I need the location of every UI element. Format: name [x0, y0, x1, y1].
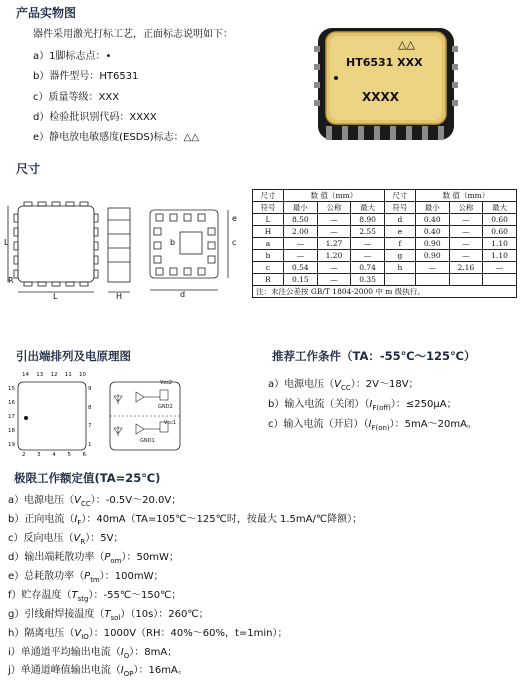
cell: — — [351, 238, 385, 250]
pin-number: 6 — [82, 452, 86, 458]
item-subscript: O — [123, 652, 130, 660]
cell: L — [253, 214, 284, 226]
item-value: ）：≤250μA； — [390, 399, 457, 410]
limit-item — [8, 570, 163, 587]
cell: 2.55 — [351, 226, 385, 238]
recommended-item — [268, 398, 457, 415]
th-max: 最大 — [351, 202, 385, 214]
cell: 0.90 — [415, 250, 449, 262]
dim-label-c: c — [232, 238, 237, 247]
cell: 0.15 — [284, 274, 318, 286]
cell: H — [253, 226, 284, 238]
cell: 0.60 — [483, 226, 517, 238]
table-row — [253, 214, 517, 226]
item-value: ）：2V～18V； — [350, 379, 419, 390]
section-title-dimensions: 尺寸 — [16, 162, 41, 176]
cell: g — [384, 250, 415, 262]
marking-item: e）静电放电敏感度(ESDS)标志：△△ — [33, 132, 200, 143]
chip-model-mark: HT6531 XXX — [346, 56, 423, 69]
schem-label-gnd1: GND1 — [140, 438, 155, 444]
cell: 1.10 — [483, 250, 517, 262]
cell: 2.00 — [284, 226, 318, 238]
item-subscript: CC — [340, 384, 351, 392]
th-size: 尺寸 — [384, 190, 415, 202]
item-prefix: f）贮存温度（ — [8, 590, 72, 601]
marking-item: b）器件型号：HT6531 — [33, 71, 139, 82]
schematic-drawing — [104, 372, 188, 460]
cell — [415, 274, 449, 286]
dim-label-L: L — [4, 238, 9, 247]
item-subscript: CC — [80, 500, 91, 508]
cell: — — [317, 262, 351, 274]
th-symbol: 符号 — [384, 202, 415, 214]
limit-item — [8, 551, 179, 568]
item-symbol: I — [74, 514, 78, 525]
item-prefix: d）输出端耗散功率（ — [8, 552, 105, 563]
pin-number: 17 — [8, 414, 15, 420]
item-subscript: IO — [81, 633, 89, 641]
dim-label-H: H — [116, 292, 123, 301]
item-symbol: T — [71, 590, 78, 601]
pinout-drawing — [8, 372, 98, 460]
cell: — — [483, 262, 517, 274]
schem-label-gnd2: GND2 — [158, 404, 173, 410]
marking-item: c）质量等级：XXX — [33, 92, 120, 103]
pin-number: 8 — [88, 404, 92, 411]
pin-number: 12 — [50, 372, 58, 378]
item-symbol: T — [104, 609, 111, 620]
item-subscript: stg — [77, 595, 89, 603]
cell: — — [317, 226, 351, 238]
cell: 2.16 — [449, 262, 483, 274]
th-value: 数 值（mm） — [415, 190, 516, 202]
item-symbol: I — [120, 665, 124, 676]
item-value: ）：-0.5V～20.0V； — [90, 495, 182, 506]
cell: e — [384, 226, 415, 238]
chip-photo — [312, 22, 460, 146]
cell: c — [253, 262, 284, 274]
cell: — — [317, 274, 351, 286]
section-title-product: 产品实物图 — [16, 6, 77, 20]
pin-numbers-left — [8, 386, 15, 448]
item-prefix: a）电源电压（ — [8, 495, 75, 506]
chip-esd-mark: △△ — [398, 38, 415, 51]
th-max: 最大 — [483, 202, 517, 214]
pin-number: 16 — [8, 400, 15, 406]
recommended-item — [268, 378, 419, 395]
dim-label-R: R — [8, 276, 14, 285]
schem-label-vcc2: Vcc2 — [160, 380, 173, 386]
th-symbol: 符号 — [253, 202, 284, 214]
item-symbol: P — [104, 552, 111, 563]
marking-item: d）检验批识别代码：XXXX — [33, 112, 157, 123]
item-prefix: c）反向电压（ — [8, 533, 74, 544]
cell: — — [449, 226, 483, 238]
th-min: 最小 — [415, 202, 449, 214]
pin-number: 4 — [52, 452, 56, 458]
pin-number: 15 — [8, 386, 15, 392]
section-title-limits: 极限工作额定值(TA=25℃) — [14, 471, 161, 485]
pin-number: 5 — [67, 452, 71, 458]
pin-number: 2 — [22, 452, 26, 458]
cell: R — [253, 274, 284, 286]
pin-number: 18 — [8, 428, 15, 434]
item-subscript: tm — [90, 576, 100, 584]
limit-item — [8, 646, 177, 663]
item-subscript: F(off) — [372, 404, 391, 412]
pin-number: 9 — [88, 386, 92, 392]
item-value: ）：5V； — [85, 533, 124, 544]
pin1-dot — [334, 76, 338, 80]
pin-numbers-top — [22, 372, 86, 378]
item-value: ）：1000V（RH：40%～60%，t=1min）； — [88, 628, 288, 639]
th-min: 最小 — [284, 202, 318, 214]
cell: — — [415, 262, 449, 274]
package-drawing — [4, 198, 248, 304]
item-symbol: I — [369, 399, 373, 410]
item-prefix: i）单通道平均输出电流（ — [8, 647, 121, 658]
cell: — — [449, 238, 483, 250]
cell: — — [284, 250, 318, 262]
th-value: 数 值（mm） — [284, 190, 385, 202]
limit-item — [8, 664, 188, 681]
recommended-item — [268, 418, 477, 435]
cell: 0.74 — [351, 262, 385, 274]
pin-number: 13 — [36, 372, 44, 378]
item-subscript: F — [77, 519, 82, 527]
pin-number: 14 — [22, 372, 29, 378]
cell: — — [317, 214, 351, 226]
cell: — — [449, 250, 483, 262]
th-size: 尺寸 — [253, 190, 284, 202]
cell: d — [384, 214, 415, 226]
item-value: ）：8mA； — [129, 647, 178, 658]
pin-number: 1 — [88, 441, 92, 448]
item-value: ）（10s）：260℃； — [120, 609, 209, 620]
item-subscript: sol — [110, 614, 121, 622]
item-prefix: g）引线耐焊接温度（ — [8, 609, 105, 620]
item-symbol: V — [73, 533, 81, 544]
marking-item: a）1脚标志点：• — [33, 51, 112, 62]
item-prefix: h）隔离电压（ — [8, 628, 75, 639]
table-row — [253, 250, 517, 262]
item-value: ）：40mA（TA=105℃～125℃时，按最大 1.5mA/℃降额）； — [81, 514, 363, 525]
table-note: 注：未注公差按 GB/T 1804-2000 中 m 级执行。 — [253, 286, 517, 298]
cell: 1.20 — [317, 250, 351, 262]
cell: 1.10 — [483, 238, 517, 250]
item-symbol: V — [334, 379, 341, 390]
cell: — — [449, 214, 483, 226]
cell: 0.90 — [415, 238, 449, 250]
item-value: ）：50mW； — [121, 552, 179, 563]
item-subscript: F(on) — [371, 424, 390, 432]
recommended-condition: （TA：-55℃～125℃） — [341, 349, 476, 363]
cell: h — [384, 262, 415, 274]
item-prefix: j）单通道峰值输出电流（ — [8, 665, 121, 676]
item-subscript: OP — [123, 670, 134, 678]
marking-intro: 器件采用激光打标工艺，正面标志说明如下： — [33, 29, 233, 40]
th-nom: 公称 — [317, 202, 351, 214]
section-title-pinout: 引出端排列及电原理图 — [16, 349, 131, 363]
pin-number: 19 — [8, 442, 15, 448]
cell: 1.27 — [317, 238, 351, 250]
table-row — [253, 262, 517, 274]
item-symbol: V — [74, 495, 81, 506]
limit-item — [8, 513, 362, 530]
item-symbol: I — [368, 419, 372, 430]
cell: 0.35 — [351, 274, 385, 286]
pin-number: 7 — [88, 423, 92, 430]
pin-number: 3 — [37, 452, 41, 458]
item-value: ）：16mA。 — [133, 665, 188, 676]
th-nom: 公称 — [449, 202, 483, 214]
item-prefix: b）输入电流（关闭）（ — [268, 399, 370, 410]
item-symbol: P — [84, 571, 91, 582]
chip-lot-mark: XXXX — [362, 90, 400, 104]
table-row — [253, 226, 517, 238]
cell: a — [253, 238, 284, 250]
limit-item — [8, 608, 209, 625]
item-value: ）：100mW； — [99, 571, 164, 582]
cell — [449, 274, 483, 286]
cell: b — [253, 250, 284, 262]
item-symbol: V — [74, 628, 82, 639]
cell: 8.90 — [351, 214, 385, 226]
dim-label-e: e — [232, 214, 237, 223]
section-title-recommended — [272, 348, 475, 364]
item-prefix: e）总耗散功率（ — [8, 571, 85, 582]
pin-number: 11 — [64, 372, 72, 378]
cell: 0.54 — [284, 262, 318, 274]
cell — [483, 274, 517, 286]
item-subscript: R — [80, 538, 86, 546]
item-prefix: c）输入电流（开启）（ — [268, 419, 369, 430]
limit-item — [8, 627, 288, 644]
dim-label-b: b — [170, 238, 176, 247]
recommended-title: 推荐工作条件 — [272, 349, 341, 363]
pin-numbers-right — [88, 386, 92, 448]
limit-item — [8, 494, 181, 511]
item-prefix: a）电源电压（ — [268, 379, 335, 390]
item-subscript: om — [110, 557, 122, 565]
limit-item — [8, 589, 181, 606]
cell: 0.40 — [415, 214, 449, 226]
cell: — — [351, 250, 385, 262]
item-value: ）：5mA～20mA。 — [389, 419, 477, 430]
cell: 8.50 — [284, 214, 318, 226]
pin-numbers-bottom — [22, 452, 86, 458]
limit-item — [8, 532, 123, 549]
table-row — [253, 238, 517, 250]
item-prefix: b）正向电流（ — [8, 514, 75, 525]
item-value: ）：-55℃～150℃； — [88, 590, 182, 601]
cell: 0.40 — [415, 226, 449, 238]
dimension-table — [252, 189, 517, 298]
schem-label-vcc1: Vcc1 — [164, 420, 177, 426]
cell: — — [284, 238, 318, 250]
dim-label-d: d — [180, 290, 186, 299]
cell: 0.60 — [483, 214, 517, 226]
table-row — [253, 274, 517, 286]
dim-label-L-bottom: L — [53, 292, 58, 301]
cell — [384, 274, 415, 286]
pin-number: 10 — [79, 372, 86, 378]
cell: f — [384, 238, 415, 250]
item-symbol: I — [120, 647, 124, 658]
